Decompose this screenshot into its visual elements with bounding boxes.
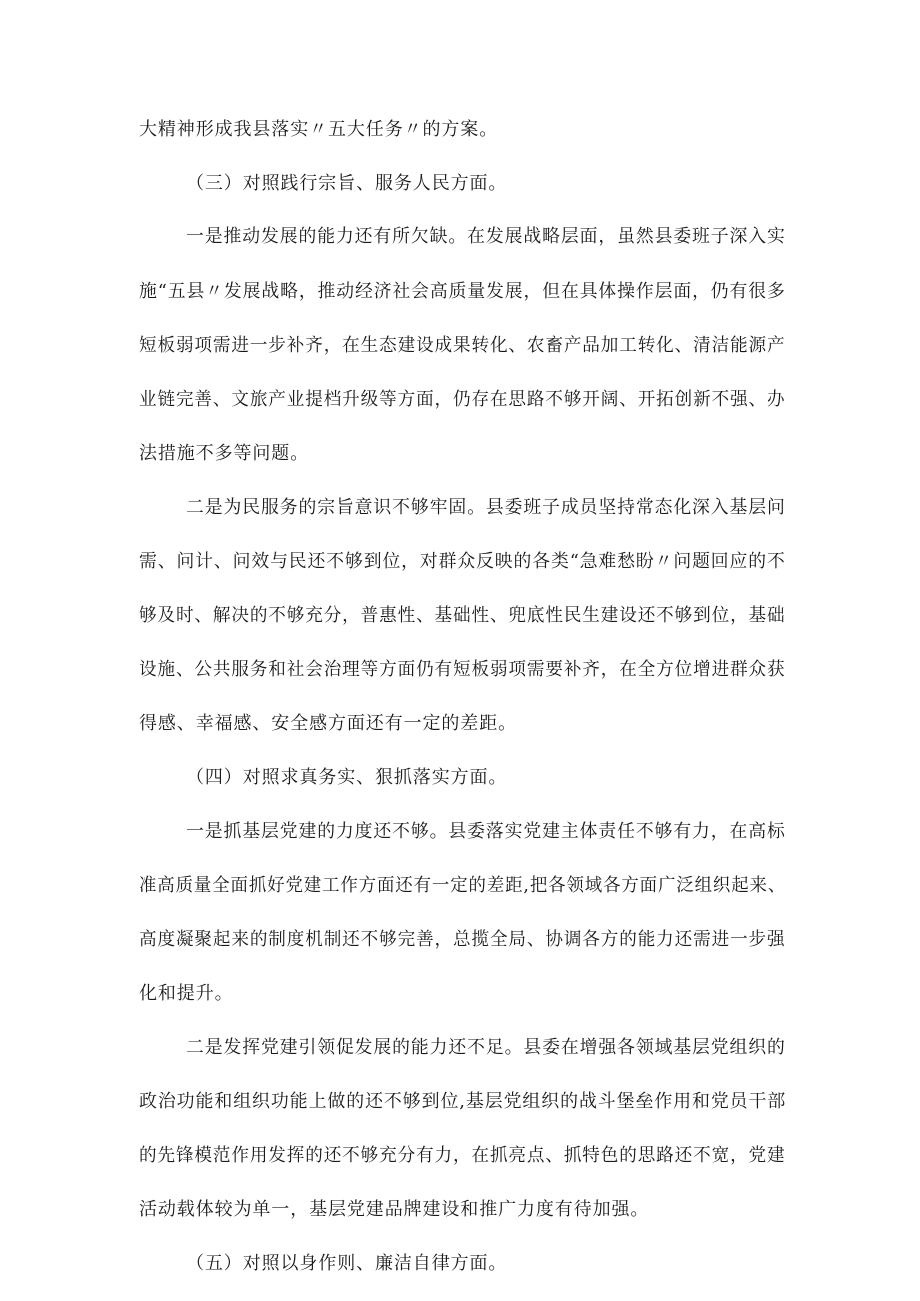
section-heading: （三）对照践行宗旨、服务人民方面。 <box>186 173 508 194</box>
section-heading: （五）对照以身作则、廉洁自律方面。 <box>186 1253 508 1274</box>
text-line: 需、问计、问效与民还不够到位，对群众反映的各类“急难愁盼〃问题回应的不 <box>139 551 786 572</box>
text-line: 一是抓基层党建的力度还不够。县委落实党建主体责任不够有力，在高标 <box>186 821 786 842</box>
text-line: 活动载体较为单一，基层党建品牌建设和推广力度有待加强。 <box>139 1199 650 1220</box>
section-heading: （四）对照求真务实、狠抓落实方面。 <box>186 767 508 788</box>
text-line: 够及时、解决的不够充分，普惠性、基础性、兜底性民生建设还不够到位，基础 <box>139 605 786 626</box>
text-line: 业链完善、文旅产业提档升级等方面，仍存在思路不够开阔、开拓创新不强、办 <box>139 389 786 410</box>
text-line: 二是发挥党建引领促发展的能力还不足。县委在增强各领域基层党组织的 <box>186 1037 786 1058</box>
text-line: 一是推动发展的能力还有所欠缺。在发展战略层面，虽然县委班子深入实 <box>186 226 786 247</box>
text-line: 准高质量全面抓好党建工作方面还有一定的差距,把各领域各方面广泛组织起来、 <box>139 875 787 896</box>
text-line: 高度凝聚起来的制度机制还不够完善，总揽全局、协调各方的能力还需进一步强 <box>139 929 786 950</box>
text-line: 法措施不多等问题。 <box>139 443 310 464</box>
text-line: 二是为民服务的宗旨意识不够牢固。县委班子成员坚持常态化深入基层问 <box>186 497 786 518</box>
text-line: 得感、幸福感、安全感方面还有一定的差距。 <box>139 713 517 734</box>
text-line: 短板弱项需进一步补齐，在生态建设成果转化、农畜产品加工转化、清洁能源产 <box>139 335 786 356</box>
text-line: 的先锋模范作用发挥的还不够充分有力，在抓亮点、抓特色的思路还不宽，党建 <box>139 1145 786 1166</box>
text-line: 化和提升。 <box>139 983 234 1004</box>
text-line: 设施、公共服务和社会治理等方面仍有短板弱项需要补齐，在全方位增进群众获 <box>139 659 786 680</box>
text-line: 施“五县〃发展战略，推动经济社会高质量发展，但在具体操作层面，仍有很多 <box>139 281 786 302</box>
text-line: 大精神形成我县落实〃五大任务〃的方案。 <box>139 119 499 140</box>
text-line: 政治功能和组织功能上做的还不够到位,基层党组织的战斗堡垒作用和党员干部 <box>139 1091 787 1112</box>
